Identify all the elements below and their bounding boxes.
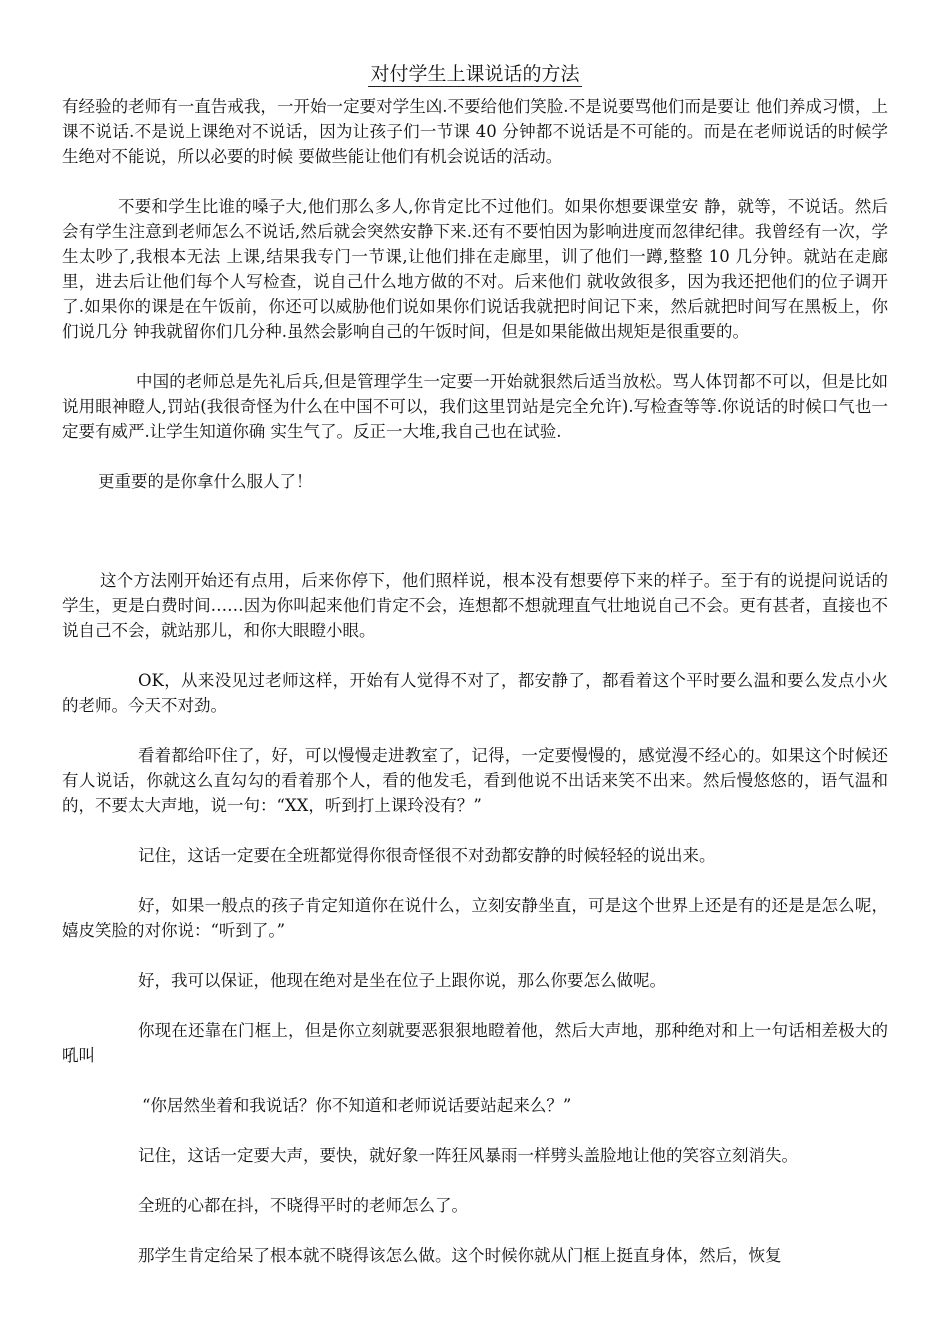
paragraph-spacer	[62, 993, 888, 1018]
paragraph-6: OK，从来没见过老师这样，开始有人觉得不对了，都安静了，都看着这个平时要么温和要么发点小火的老师。今天不对劲。	[62, 671, 888, 715]
paragraph-spacer	[62, 344, 888, 369]
paragraph-spacer	[62, 494, 888, 568]
paragraph-spacer	[62, 1218, 888, 1243]
paragraph-9: 好，如果一般点的孩子肯定知道你在说什么，立刻安静坐直，可是这个世界上还是有的还是是怎么呢，嬉皮笑脸的对你说：“听到了。”	[62, 896, 888, 940]
paragraph-spacer	[62, 169, 888, 194]
paragraph-7: 看着都给吓住了，好，可以慢慢走进教室了，记得，一定要慢慢的，感觉漫不经心的。如果这个时候还有人说话，你就这么直勾勾的看着那个人，看的他发毛，看到他说不出话来笑不出来。然后慢悠悠的，语气温和的，不要太大声地，说一句：“XX，听到打上课玲没有？”	[62, 746, 888, 815]
paragraph-3: 中国的老师总是先礼后兵,但是管理学生一定要一开始就狠然后适当放松。骂人体罚都不可以，但是比如说用眼神瞪人,罚站(我很奇怪为什么在中国不可以，我们这里罚站是完全允许).写检查等等.你说话的时候口气也一定要有威严.让学生知道你确 实生气了。反正一大堆,我自己也在试验.	[62, 372, 888, 441]
paragraph-8: 记住，这话一定要在全班都觉得你很奇怪很不对劲都安静的时候轻轻的说出来。	[138, 846, 716, 865]
paragraph-spacer	[62, 718, 888, 743]
paragraph-5: 这个方法刚开始还有点用，后来你停下，他们照样说，根本没有想要停下来的样子。至于有的说提问说话的学生，更是白费时间……因为你叫起来他们肯定不会，连想都不想就理直气壮地说自己不会。更有甚者，直接也不说自己不会，就站那儿，和你大眼瞪小眼。	[62, 571, 888, 640]
paragraph-spacer	[62, 868, 888, 893]
paragraph-14: 全班的心都在抖，不晓得平时的老师怎么了。	[138, 1196, 468, 1215]
paragraph-2: 不要和学生比谁的嗓子大,他们那么多人,你肯定比不过他们。如果你想要课堂安 静，就等，不说话。然后会有学生注意到老师怎么不说话,然后就会突然安静下来.还有不要怕因为影响进度而忽律纪律。我曾经有一次，学生太吵了,我根本无法 上课,结果我专门一节课,让他们排在走廊里，训了他们一蹲,整整 10 几分钟。就站在走廊里，进去后让他们每个人写检查，说自己什么地方做的不对。后来他们 就收敛很多，因为我还把他们的位子调开了.如果你的课是在午饭前，你还可以威胁他们说如果你们说话我就把时间记下来，然后就把时间写在黑板上，你们说几分 钟我就留你们几分种.虽然会影响自己的午饭时间，但是如果能做出规矩是很重要的。	[62, 197, 888, 341]
paragraph-spacer	[62, 1168, 888, 1193]
paragraph-4: 更重要的是你拿什么服人了！	[98, 472, 313, 491]
paragraph-spacer	[62, 1118, 888, 1143]
paragraph-spacer	[62, 1068, 888, 1093]
paragraph-11: 你现在还靠在门框上，但是你立刻就要恶狠狠地瞪着他，然后大声地，那种绝对和上一句话相差极大的吼叫	[62, 1021, 888, 1065]
paragraph-10: 好，我可以保证，他现在绝对是坐在位子上跟你说，那么你要怎么做呢。	[138, 971, 666, 990]
paragraph-12: “你居然坐着和我说话？你不知道和老师说话要站起来么？”	[142, 1096, 572, 1115]
document-page	[62, 60, 888, 1268]
paragraph-spacer	[62, 444, 888, 469]
paragraph-1: 有经验的老师有一直告戒我，一开始一定要对学生凶.不要给他们笑脸.不是说要骂他们而是要让 他们养成习惯，上课不说话.不是说上课绝对不说话，因为让孩子们一节课 40 分钟都不说话是不可能的。而是在老师说话的时候学生绝对不能说，所以必要的时候 要做些能让他们有机会说话的活动。	[62, 97, 888, 166]
paragraph-13: 记住，这话一定要大声，要快，就好象一阵狂风暴雨一样劈头盖脸地让他的笑容立刻消失。	[138, 1146, 798, 1165]
document-title-text: 对付学生上课说话的方法	[370, 63, 580, 85]
document-title	[62, 60, 888, 88]
paragraph-spacer	[62, 943, 888, 968]
paragraph-spacer	[62, 643, 888, 668]
paragraph-15: 那学生肯定给呆了根本就不晓得该怎么做。这个时候你就从门框上挺直身体，然后，恢复	[138, 1246, 782, 1265]
paragraph-spacer	[62, 818, 888, 843]
